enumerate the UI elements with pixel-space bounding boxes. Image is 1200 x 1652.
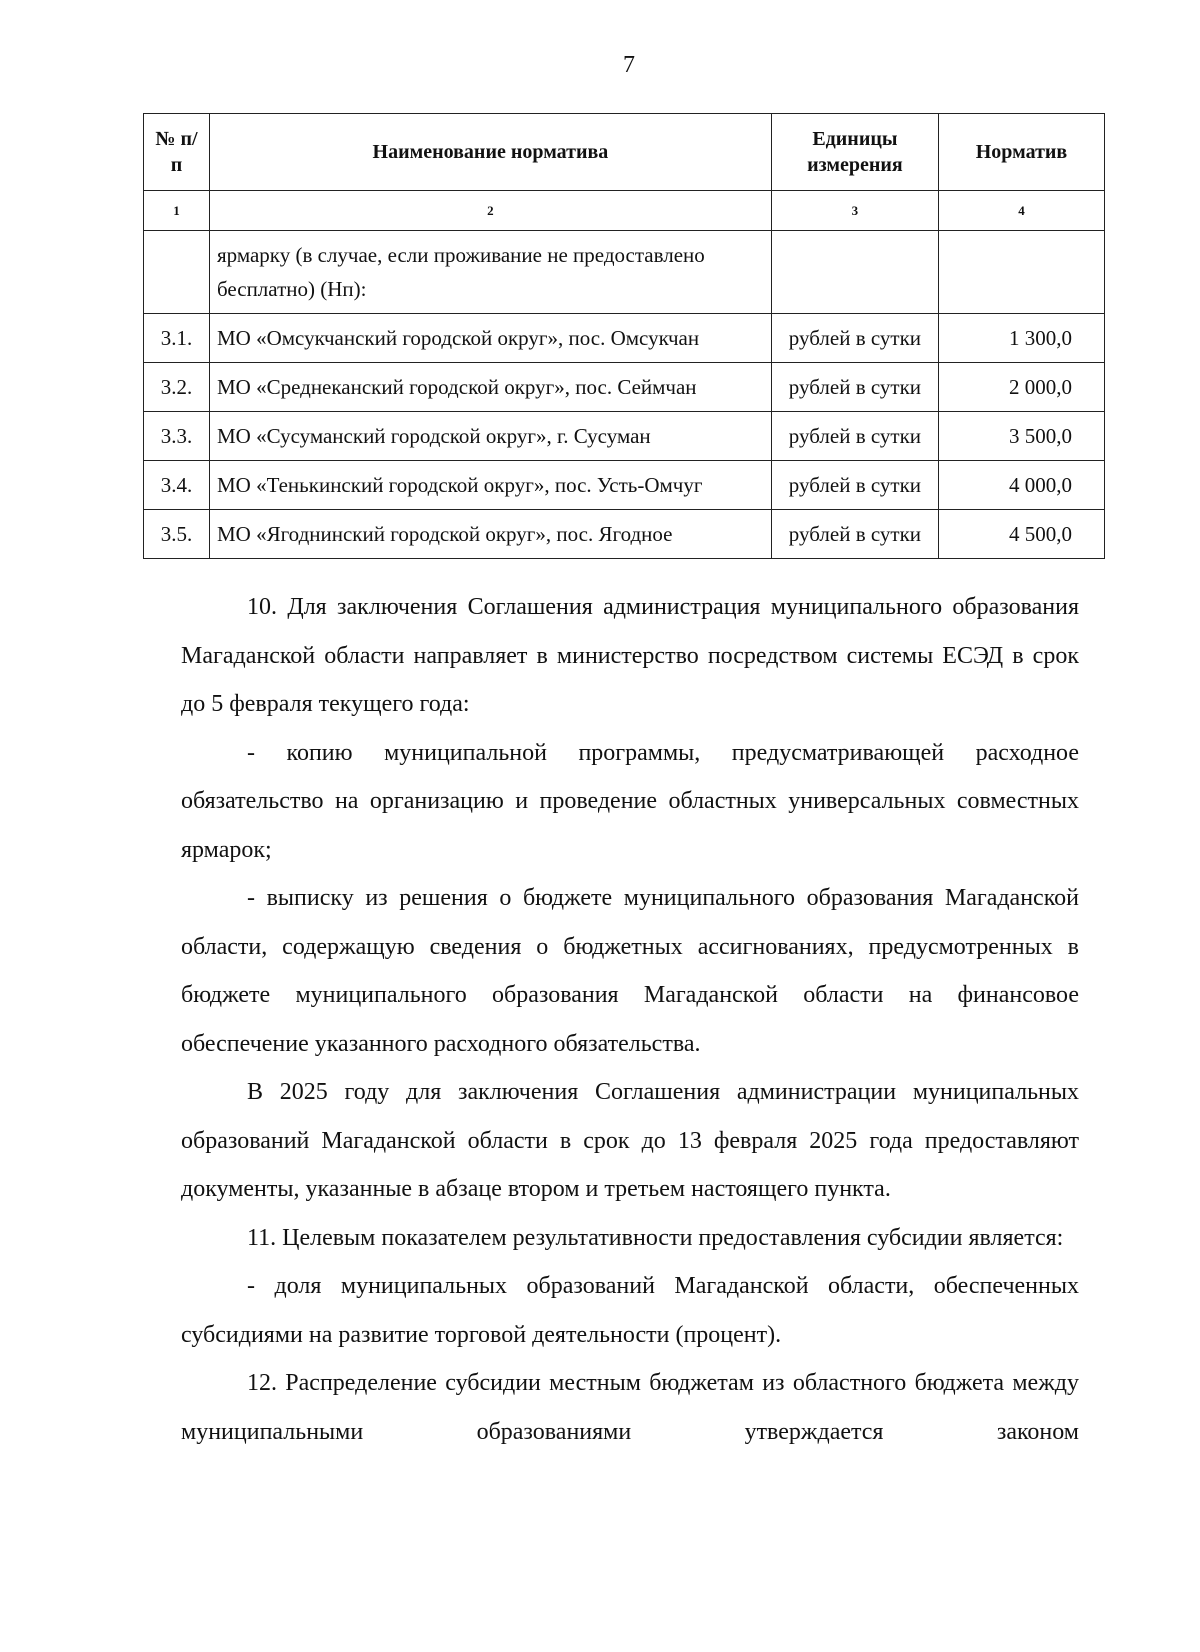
paragraph-list-item: - доля муниципальных образований Магаданской области, обеспеченных субсидиями на развитие торговой деятельности (процент). <box>181 1273 1079 1348</box>
paragraph-list-item: - копию муниципальной программы, предусматривающей расходное обязательство на организацию и проведение областных универсальных совместных ярмарок; <box>181 739 1079 863</box>
header-norm: Норматив <box>938 114 1104 191</box>
row-name: МО «Ягоднинский городской округ», пос. Ягодное <box>210 510 772 559</box>
row-value: 4 500,0 <box>938 510 1104 559</box>
row-unit: рублей в сутки <box>771 314 938 363</box>
row-value: 4 000,0 <box>938 461 1104 510</box>
header-name: Наименование норматива <box>210 114 772 191</box>
table-row <box>144 363 1105 412</box>
page-number: 7 <box>623 52 635 78</box>
row-number: 3.5. <box>144 510 210 559</box>
table-header-row <box>144 114 1105 191</box>
column-number: 2 <box>210 191 772 231</box>
column-numbers-row <box>144 191 1105 231</box>
row-unit: рублей в сутки <box>771 412 938 461</box>
column-number: 1 <box>144 191 210 231</box>
norms-table <box>143 113 1105 559</box>
row-unit: рублей в сутки <box>771 363 938 412</box>
header-unit: Единицы измерения <box>771 114 938 191</box>
table-row <box>144 510 1105 559</box>
row-value: 2 000,0 <box>938 363 1104 412</box>
document-body <box>181 583 1079 1456</box>
paragraph-12: 12. Распределение субсидии местным бюджетам из областного бюджета между муниципальными образованиями утверждается законом <box>181 1370 1079 1445</box>
row-value: 1 300,0 <box>938 314 1104 363</box>
continuation-text: ярмарку (в случае, если проживание не предоставлено бесплатно) (Нп): <box>210 231 772 314</box>
paragraph-11: 11. Целевым показателем результативности предоставления субсидии является: <box>247 1224 1064 1251</box>
column-number: 3 <box>771 191 938 231</box>
table-row <box>144 461 1105 510</box>
row-name: МО «Среднеканский городской округ», пос. Сеймчан <box>210 363 772 412</box>
table-row-continuation <box>144 231 1105 314</box>
paragraph-2025: В 2025 году для заключения Соглашения администрации муниципальных образований Магаданской области в срок до 13 февраля 2025 года предоставляют документы, указанные в абзаце втором и третьем настоящего пункта. <box>181 1079 1079 1202</box>
header-number: № п/п <box>144 114 210 191</box>
table-row <box>144 412 1105 461</box>
paragraph-list-item: - выписку из решения о бюджете муниципального образования Магаданской области, содержащую сведения о бюджетных ассигнованиях, предусмотренных в бюджете муниципального образования Магаданской области на финансовое обеспечение указанного расходного обязательства. <box>181 885 1079 1057</box>
row-number: 3.1. <box>144 314 210 363</box>
row-number: 3.2. <box>144 363 210 412</box>
row-name: МО «Сусуманский городской округ», г. Сусуман <box>210 412 772 461</box>
column-number: 4 <box>938 191 1104 231</box>
paragraph-10: 10. Для заключения Соглашения администрация муниципального образования Магаданской области направляет в министерство посредством системы ЕСЭД в срок до 5 февраля текущего года: <box>181 594 1079 717</box>
table-row <box>144 314 1105 363</box>
row-name: МО «Омсукчанский городской округ», пос. Омсукчан <box>210 314 772 363</box>
row-unit: рублей в сутки <box>771 461 938 510</box>
row-name: МО «Тенькинский городской округ», пос. Усть-Омчуг <box>210 461 772 510</box>
row-number: 3.3. <box>144 412 210 461</box>
row-number: 3.4. <box>144 461 210 510</box>
row-value: 3 500,0 <box>938 412 1104 461</box>
row-unit: рублей в сутки <box>771 510 938 559</box>
